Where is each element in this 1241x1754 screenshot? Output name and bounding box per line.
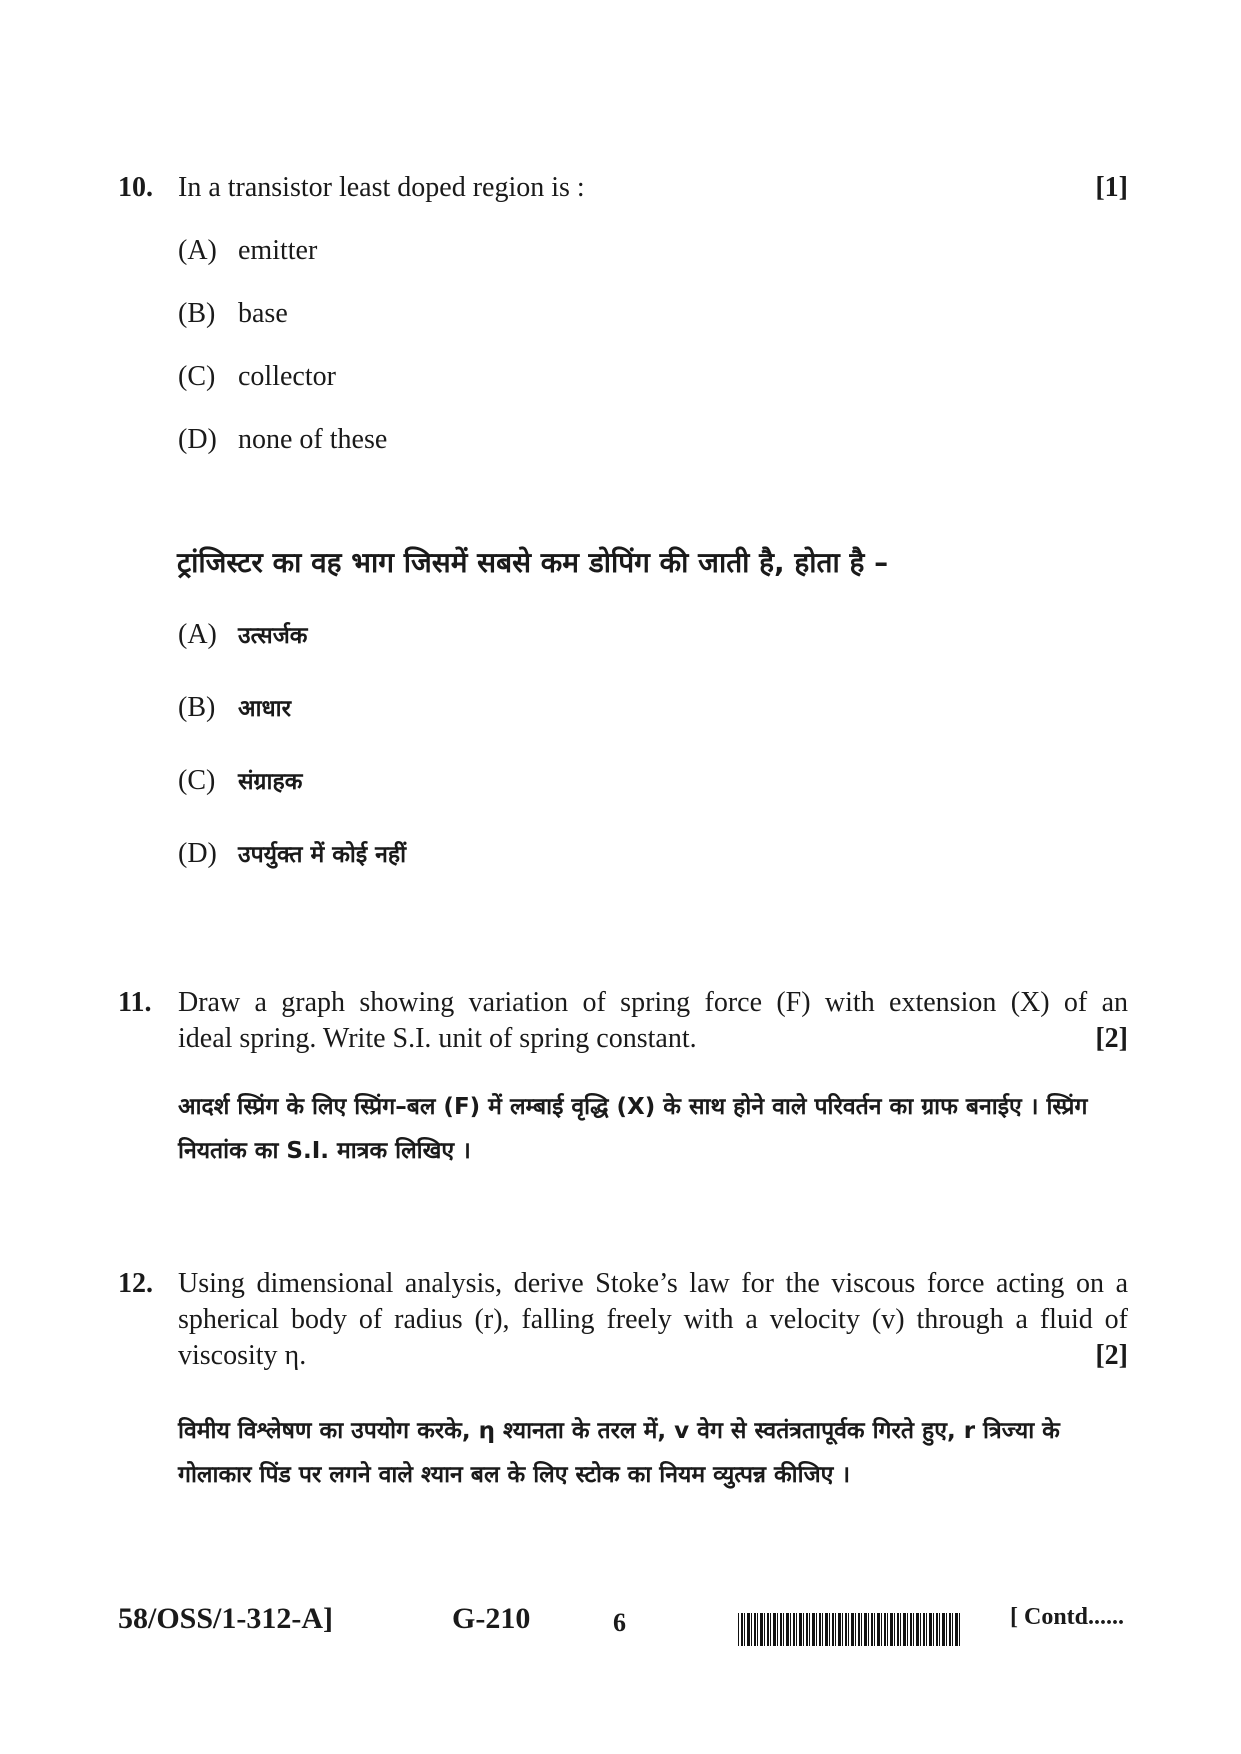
option-label: (B)	[178, 298, 216, 329]
hindi-option-d	[178, 836, 406, 874]
question-text-line: ideal spring. Write S.I. unit of spring constant.	[178, 1023, 697, 1054]
option-text: collector	[238, 361, 336, 392]
option-c	[178, 359, 336, 395]
hindi-option-a	[178, 617, 307, 655]
question-text-line: spherical body of radius (r), falling freely with a velocity (v) through a fluid of	[178, 1304, 1128, 1335]
option-text: उपर्युक्त में कोई नहीं	[238, 842, 407, 868]
option-label: (C)	[178, 361, 216, 392]
hindi-text-line: विमीय विश्लेषण का उपयोग करके, η श्यानता के तरल में, v वेग से स्वतंत्रतापूर्वक गिरते हुए, r त्रिज्या के	[178, 1418, 1060, 1444]
option-b	[178, 296, 288, 332]
question-12-hindi	[118, 1412, 1128, 1494]
contd-label: [ Contd......	[1010, 1604, 1125, 1630]
option-label: (C)	[178, 765, 216, 796]
option-label: (A)	[178, 619, 217, 650]
question-text-line: Using dimensional analysis, derive Stoke’s law for the viscous force acting on a	[178, 1268, 1128, 1299]
question-10-hindi: ट्रांजिस्टर का वह भाग जिसमें सबसे कम डोपिंग की जाती है, होता है –	[177, 546, 889, 579]
question-text: In a transistor least doped region is :	[178, 172, 585, 203]
question-number: 11.	[118, 987, 152, 1018]
series-code: G-210	[452, 1602, 531, 1635]
option-d	[178, 422, 387, 458]
question-12	[118, 1266, 1128, 1374]
option-label: (D)	[178, 838, 217, 869]
question-number: 12.	[118, 1268, 153, 1299]
option-text: आधार	[238, 696, 292, 722]
page-number: 6	[613, 1608, 626, 1637]
question-text-line: viscosity η.	[178, 1340, 307, 1371]
question-text-line: Draw a graph showing variation of spring force (F) with extension (X) of an	[178, 987, 1128, 1018]
marks: [1]	[1095, 172, 1128, 203]
barcode	[738, 1613, 962, 1646]
hindi-option-b	[178, 690, 291, 728]
paper-code: 58/OSS/1-312-A]	[118, 1602, 334, 1635]
hindi-option-c	[178, 763, 302, 801]
option-text: उत्सर्जक	[238, 623, 308, 649]
option-text: emitter	[238, 235, 318, 266]
hindi-text-line: गोलाकार पिंड पर लगने वाले श्यान बल के लिए स्टोक का नियम व्युत्पन्न कीजिए ।	[178, 1462, 851, 1488]
option-text: base	[238, 298, 288, 329]
question-10	[118, 170, 1128, 206]
marks: [2]	[1095, 1023, 1128, 1054]
option-label: (A)	[178, 235, 217, 266]
option-text: संग्राहक	[238, 769, 303, 795]
option-a	[178, 233, 317, 269]
question-11	[118, 985, 1128, 1057]
hindi-text-line: आदर्श स्प्रिंग के लिए स्प्रिंग–बल (F) में लम्बाई वृद्धि (X) के साथ होने वाले परिवर्तन का ग्राफ बनाईए । स्प्रिंग	[178, 1094, 1088, 1120]
option-label: (B)	[178, 692, 216, 723]
hindi-text-line: नियतांक का S.I. मात्रक लिखिए ।	[178, 1138, 471, 1164]
question-11-hindi	[118, 1088, 1128, 1170]
option-text: none of these	[238, 424, 388, 455]
option-label: (D)	[178, 424, 217, 455]
question-number: 10.	[118, 172, 153, 203]
marks: [2]	[1095, 1340, 1128, 1371]
